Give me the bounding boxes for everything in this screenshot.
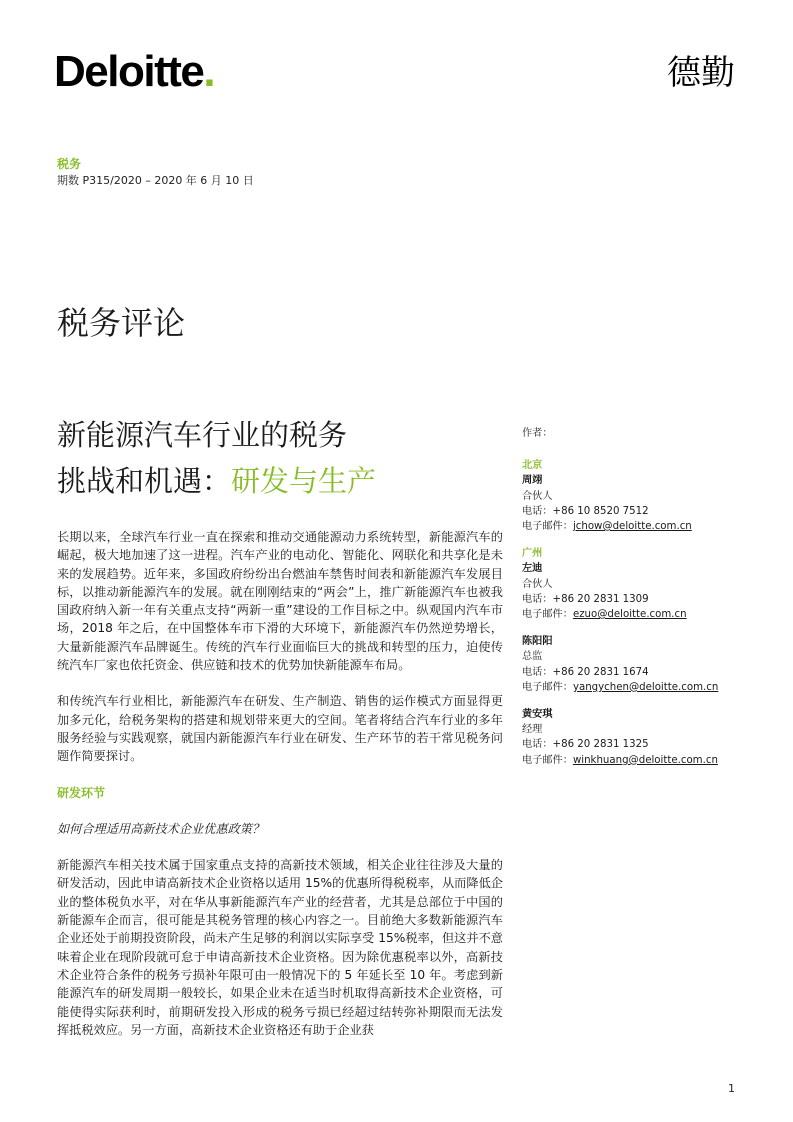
issue-info: 期数 P315/2020 – 2020 年 6 月 10 日 [57, 174, 254, 187]
contact-email-row [522, 519, 762, 534]
logo-text: Deloitte [54, 47, 204, 96]
contact-name: 黄安琪 [522, 709, 553, 721]
contact-email-row [522, 753, 762, 768]
contact-email-link[interactable]: yangychen@deloitte.com.cn [572, 681, 719, 693]
email-label: 电子邮件： [522, 754, 573, 766]
contact-email-row [522, 607, 762, 622]
section-heading: 研发环节 [57, 785, 106, 800]
contact-city: 北京 [522, 460, 543, 472]
article-body [57, 528, 503, 1057]
email-label: 电子邮件： [522, 681, 573, 693]
contact-card [522, 546, 762, 622]
authors-label: 作者： [522, 428, 553, 439]
contact-email-link[interactable]: winkhuang@deloitte.com.cn [572, 754, 718, 766]
intro-paragraph: 和传统汽车行业相比，新能源汽车在研发、生产制造、销售的运作模式方面显得更加多元化，给税务架构的搭建和规划带来更大的空间。笔者将结合汽车行业的多年服务经验与实践观察，就国内新能源汽车行业在研发、生产环节的若干常见税务问题作简要探讨。 [57, 694, 503, 764]
contact-email-link[interactable]: jchow@deloitte.com.cn [572, 521, 692, 533]
intro-paragraph: 长期以来，全球汽车行业一直在探索和推动交通能源动力系统转型，新能源汽车的崛起，极大地加速了这一进程。汽车产业的电动化、智能化、网联化和共享化是未来的发展趋势。近年来，多国政府纷纷出台燃油车禁售时间表和新能源汽车发展目标，以推动新能源汽车的发展。就在刚刚结束的“两会”上，推广新能源汽车也被我国政府纳入新一年有关重点支持“两新一重”建设的工作目标之中。纵观国内汽车市场，2018 年之后，在中国整体车市下滑的大环境下，新能源汽车仍然逆势增长，大量新能源汽车品牌诞生。传统的汽车行业面临巨大的挑战和转型的压力，迫使传统汽车厂家也依托资金、供应链和技术的优势加快新能源车布局。 [57, 530, 503, 673]
contact-role: 合伙人 [522, 578, 553, 590]
email-label: 电子邮件： [522, 521, 573, 533]
page-number: 1 [728, 1082, 735, 1095]
contact-card [522, 458, 762, 534]
contact-card [522, 707, 762, 768]
deloitte-logo [54, 47, 215, 96]
logo-chinese: 德勤 [667, 53, 735, 93]
section-question: 如何合理适用高新技术企业优惠政策？ [57, 821, 265, 836]
contact-phone: 电话：+86 20 2831 1674 [522, 666, 649, 678]
category-label: 税务 [57, 157, 82, 171]
contact-email-link[interactable]: ezuo@deloitte.com.cn [572, 609, 687, 621]
contact-name: 左迪 [522, 563, 543, 575]
article-title-accent: 研发与生产 [231, 464, 377, 498]
body-paragraph: 新能源汽车相关技术属于国家重点支持的高新技术领域，相关企业往往涉及大量的研发活动，因此申请高新技术企业资格以适用 15%的优惠所得税税率，从而降低企业的整体税负水平，对在华从事新能源汽车产业的经营者，尤其是总部位于中国的新能源车企而言，很可能是其税务管理的核心内容之一。目前绝大多数新能源汽车企业还处于前期投资阶段，尚未产生足够的利润以实际享受 15%税率，但这并不意味着企业在现阶段就可怠于申请高新技术企业资格。因为除优惠税率以外，高新技术企业符合条件的税务亏损补年限可由一般情况下的 5 年延长至 10 年。考虑到新能源汽车的研发周期一般较长，如果企业未在适当时机取得高新技术企业资格，可能使得实际获利时，前期研发投入形成的税务亏损已经超过结转弥补期限而无法发挥抵税效应。另一方面，高新技术企业资格还有助于企业获 [57, 858, 503, 1037]
logo-dot: . [203, 47, 215, 96]
article-title-part: 挑战和机遇： [57, 464, 232, 498]
contact-phone: 电话：+86 10 8520 7512 [522, 505, 649, 517]
contact-role: 经理 [522, 724, 543, 736]
page-title: 税务评论 [57, 304, 186, 342]
article-title-line1: 新能源汽车行业的税务 [57, 418, 348, 452]
contact-name: 陈阳阳 [522, 636, 553, 648]
article-title [57, 412, 376, 504]
article-title-line2 [57, 458, 376, 504]
contact-role: 合伙人 [522, 490, 553, 502]
contact-card [522, 634, 762, 695]
authors-sidebar [522, 426, 762, 780]
email-label: 电子邮件： [522, 609, 573, 621]
contact-phone: 电话：+86 20 2831 1309 [522, 593, 649, 605]
contact-email-row [522, 680, 762, 695]
contact-city: 广州 [522, 548, 543, 560]
contact-role: 总监 [522, 651, 543, 663]
contact-name: 周翊 [522, 475, 543, 487]
contact-phone: 电话：+86 20 2831 1325 [522, 739, 649, 751]
